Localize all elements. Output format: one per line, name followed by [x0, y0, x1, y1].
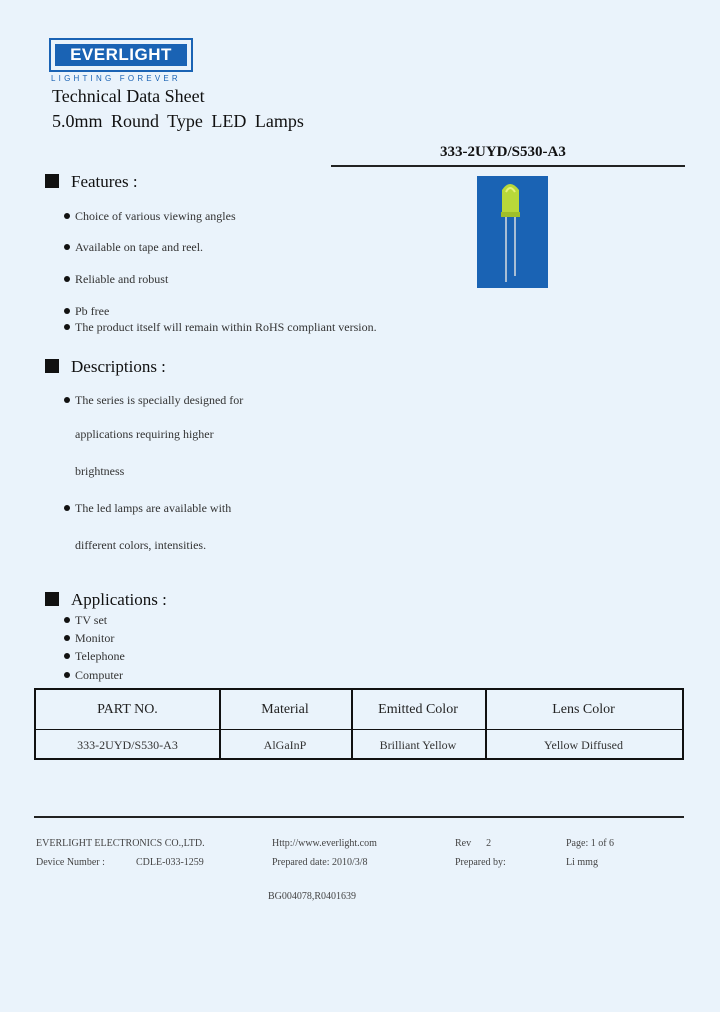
footer-website: Http://www.everlight.com: [272, 838, 377, 849]
description-text: applications requiring higher: [75, 427, 214, 441]
table-header-cell: Emitted Color: [378, 701, 458, 717]
footer-company: EVERLIGHT ELECTRONICS CO.,LTD.: [36, 838, 205, 849]
square-bullet-icon: [45, 592, 59, 606]
descriptions-heading: Descriptions :: [45, 357, 166, 377]
bullet-icon: [64, 617, 70, 623]
footer-prepared-date: Prepared date: 2010/3/8: [272, 857, 368, 868]
table-cell: Brilliant Yellow: [379, 737, 457, 752]
doc-subtitle: 5.0mm Round Type LED Lamps: [52, 111, 304, 131]
logo-tagline: LIGHTING FOREVER: [51, 74, 181, 83]
list-item: The series is specially designed for: [64, 393, 243, 408]
list-item: Available on tape and reel.: [64, 240, 203, 255]
footer-divider: [34, 816, 684, 818]
part-table: [34, 688, 684, 760]
list-item: Computer: [64, 668, 123, 683]
bullet-icon: [64, 324, 70, 330]
footer-device-number: CDLE-033-1259: [136, 857, 204, 868]
part-number: 333-2UYD/S530-A3: [440, 144, 566, 160]
table-cell: 333-2UYD/S530-A3: [77, 737, 178, 752]
list-item: The led lamps are available with: [64, 501, 231, 516]
list-item: Choice of various viewing angles: [64, 209, 236, 224]
table-header-cell: PART NO.: [97, 701, 158, 717]
list-item: TV set: [64, 613, 107, 628]
description-text: brightness: [75, 464, 125, 478]
bullet-icon: [64, 213, 70, 219]
bullet-icon: [64, 505, 70, 511]
logo-text: EVERLIGHT: [55, 44, 187, 66]
table-cell: AlGaInP: [263, 737, 307, 752]
description-text: different colors, intensities.: [75, 538, 207, 552]
table-header-cell: Lens Color: [552, 701, 615, 717]
bullet-icon: [64, 635, 70, 641]
led-product-image: [477, 176, 548, 288]
square-bullet-icon: [45, 174, 59, 188]
table-divider: [485, 690, 487, 758]
table-cell: Yellow Diffused: [544, 737, 623, 752]
table-divider: [219, 690, 221, 758]
list-item: Monitor: [64, 631, 114, 646]
bullet-icon: [64, 653, 70, 659]
list-item: The product itself will remain within RoHS compliant version.: [64, 320, 377, 335]
bullet-icon: [64, 397, 70, 403]
table-header-row: [36, 690, 682, 730]
footer-page: Page: 1 of 6: [566, 838, 615, 849]
table-row: [36, 730, 682, 760]
table-header-cell: Material: [261, 701, 309, 717]
bullet-icon: [64, 672, 70, 678]
bullet-icon: [64, 276, 70, 282]
footer-rev: Rev 2: [455, 838, 492, 849]
footer-device-label: Device Number :: [36, 857, 105, 868]
features-heading: Features :: [45, 172, 138, 192]
table-divider: [351, 690, 353, 758]
footer-prepared-by-label: Prepared by:: [455, 857, 506, 868]
footer-prepared-by: Li mmg: [566, 857, 598, 868]
list-item: Pb free: [64, 304, 109, 319]
doc-title: Technical Data Sheet: [52, 86, 205, 106]
list-item: Telephone: [64, 649, 125, 664]
applications-heading: Applications :: [45, 590, 167, 610]
footer-doc-code: BG004078,R0401639: [268, 891, 357, 902]
list-item: Reliable and robust: [64, 272, 168, 287]
square-bullet-icon: [45, 359, 59, 373]
everlight-logo: [49, 38, 191, 82]
bullet-icon: [64, 308, 70, 314]
bullet-icon: [64, 244, 70, 250]
part-number-underline: [331, 165, 685, 167]
